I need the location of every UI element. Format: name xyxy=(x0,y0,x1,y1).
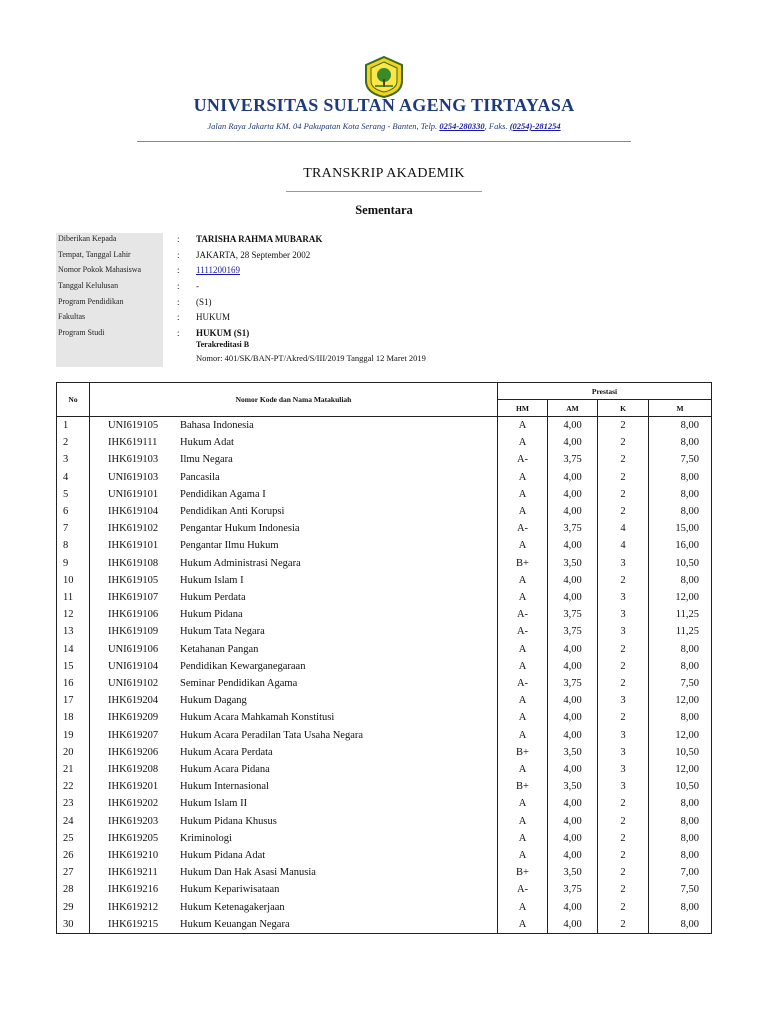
credits-k: 2 xyxy=(598,813,649,830)
info-separator: : xyxy=(177,312,180,322)
grade-am: 4,00 xyxy=(548,469,598,486)
credits-k: 3 xyxy=(598,727,649,744)
info-separator: : xyxy=(177,297,180,307)
info-label: Tanggal Kelulusan xyxy=(58,281,119,290)
score-m: 8,00 xyxy=(649,795,712,812)
grade-am: 4,00 xyxy=(548,692,598,709)
credits-k: 3 xyxy=(598,744,649,761)
address-line xyxy=(0,121,768,131)
course-name: Hukum Islam I xyxy=(178,572,498,589)
info-label: Diberikan Kepada xyxy=(58,234,117,243)
grade-am: 3,75 xyxy=(548,451,598,468)
course-name: Hukum Pidana Adat xyxy=(178,847,498,864)
grade-hm: A xyxy=(498,658,548,675)
course-code: UNI619103 xyxy=(90,469,179,486)
info-separator: : xyxy=(177,328,180,338)
score-m: 8,00 xyxy=(649,658,712,675)
course-code: IHK619209 xyxy=(90,709,179,726)
grade-hm: A xyxy=(498,589,548,606)
course-name: Hukum Internasional xyxy=(178,778,498,795)
credits-k: 2 xyxy=(598,572,649,589)
score-m: 8,00 xyxy=(649,486,712,503)
credits-k: 2 xyxy=(598,641,649,658)
grade-hm: A- xyxy=(498,675,548,692)
table-row xyxy=(57,692,712,709)
info-value: (S1) xyxy=(196,297,212,307)
course-name: Hukum Pidana xyxy=(178,606,498,623)
course-code: UNI619101 xyxy=(90,486,179,503)
table-row xyxy=(57,727,712,744)
course-name: Hukum Administrasi Negara xyxy=(178,555,498,572)
info-value: - xyxy=(196,281,199,291)
score-m: 8,00 xyxy=(649,813,712,830)
course-name: Pendidikan Agama I xyxy=(178,486,498,503)
course-code: IHK619212 xyxy=(90,899,179,916)
course-code: IHK619204 xyxy=(90,692,179,709)
course-name: Hukum Tata Negara xyxy=(178,623,498,640)
course-name: Pendidikan Anti Korupsi xyxy=(178,503,498,520)
credits-k: 3 xyxy=(598,589,649,606)
credits-k: 2 xyxy=(598,675,649,692)
course-code: UNI619106 xyxy=(90,641,179,658)
row-number: 22 xyxy=(57,778,90,795)
table-row xyxy=(57,761,712,778)
grade-am: 3,75 xyxy=(548,675,598,692)
course-code: IHK619101 xyxy=(90,537,179,554)
row-number: 25 xyxy=(57,830,90,847)
credits-k: 2 xyxy=(598,503,649,520)
grade-am: 3,75 xyxy=(548,606,598,623)
table-row xyxy=(57,658,712,675)
header-divider xyxy=(137,141,631,142)
document-title: TRANSKRIP AKADEMIK xyxy=(303,166,465,181)
course-code: IHK619203 xyxy=(90,813,179,830)
course-code: UNI619104 xyxy=(90,658,179,675)
table-row xyxy=(57,434,712,451)
score-m: 8,00 xyxy=(649,572,712,589)
table-row xyxy=(57,417,712,435)
accreditation-number: Nomor: 401/SK/BAN-PT/Akred/S/III/2019 Tanggal 12 Maret 2019 xyxy=(196,353,426,363)
info-value: HUKUM xyxy=(196,312,231,322)
score-m: 8,00 xyxy=(649,899,712,916)
table-row xyxy=(57,744,712,761)
score-m: 8,00 xyxy=(649,916,712,934)
course-name: Hukum Pidana Khusus xyxy=(178,813,498,830)
grade-am: 3,50 xyxy=(548,778,598,795)
score-m: 8,00 xyxy=(649,434,712,451)
grade-hm: A xyxy=(498,761,548,778)
course-name: Pendidikan Kewarganegaraan xyxy=(178,658,498,675)
grade-am: 4,00 xyxy=(548,761,598,778)
credits-k: 4 xyxy=(598,520,649,537)
course-code: IHK619205 xyxy=(90,830,179,847)
table-row xyxy=(57,572,712,589)
header-no: No xyxy=(57,383,90,417)
info-label: Nomor Pokok Mahasiswa xyxy=(58,265,142,274)
score-m: 10,50 xyxy=(649,744,712,761)
grade-hm: A xyxy=(498,847,548,864)
course-code: IHK619210 xyxy=(90,847,179,864)
grade-hm: A- xyxy=(498,623,548,640)
course-name: Bahasa Indonesia xyxy=(178,417,498,435)
grade-am: 3,75 xyxy=(548,520,598,537)
grade-hm: B+ xyxy=(498,778,548,795)
info-value: HUKUM (S1) xyxy=(196,328,250,338)
table-row xyxy=(57,641,712,658)
credits-k: 2 xyxy=(598,795,649,812)
table-row xyxy=(57,623,712,640)
grade-am: 4,00 xyxy=(548,537,598,554)
fax-label: , Faks. xyxy=(484,121,508,131)
score-m: 8,00 xyxy=(649,709,712,726)
grade-hm: A xyxy=(498,572,548,589)
course-name: Hukum Kepariwisataan xyxy=(178,881,498,898)
table-row xyxy=(57,813,712,830)
course-name: Pengantar Ilmu Hukum xyxy=(178,537,498,554)
info-label: Tempat, Tanggal Lahir xyxy=(58,250,131,259)
table-row xyxy=(57,778,712,795)
credits-k: 2 xyxy=(598,658,649,675)
table-header-row xyxy=(57,383,712,400)
row-number: 6 xyxy=(57,503,90,520)
grade-am: 4,00 xyxy=(548,417,598,435)
fax-link[interactable]: (0254)-281254 xyxy=(509,121,561,131)
info-separator: : xyxy=(177,250,180,260)
course-code: IHK619103 xyxy=(90,451,179,468)
table-row xyxy=(57,675,712,692)
grade-am: 3,50 xyxy=(548,744,598,761)
credits-k: 2 xyxy=(598,417,649,435)
info-value: JAKARTA, 28 September 2002 xyxy=(196,250,311,260)
grade-am: 4,00 xyxy=(548,830,598,847)
table-row xyxy=(57,881,712,898)
course-name: Hukum Islam II xyxy=(178,795,498,812)
course-name: Hukum Dagang xyxy=(178,692,498,709)
score-m: 12,00 xyxy=(649,692,712,709)
grade-hm: B+ xyxy=(498,744,548,761)
grade-hm: A xyxy=(498,641,548,658)
credits-k: 2 xyxy=(598,469,649,486)
row-number: 1 xyxy=(57,417,90,435)
score-m: 8,00 xyxy=(649,469,712,486)
score-m: 8,00 xyxy=(649,641,712,658)
credits-k: 3 xyxy=(598,692,649,709)
grade-am: 3,75 xyxy=(548,881,598,898)
credits-k: 2 xyxy=(598,916,649,934)
score-m: 11,25 xyxy=(649,606,712,623)
row-number: 19 xyxy=(57,727,90,744)
course-code: IHK619208 xyxy=(90,761,179,778)
info-separator: : xyxy=(177,281,180,291)
row-number: 4 xyxy=(57,469,90,486)
course-name: Hukum Acara Peradilan Tata Usaha Negara xyxy=(178,727,498,744)
grade-hm: A- xyxy=(498,451,548,468)
course-code: IHK619207 xyxy=(90,727,179,744)
table-row xyxy=(57,555,712,572)
row-number: 7 xyxy=(57,520,90,537)
row-number: 13 xyxy=(57,623,90,640)
header-k: K xyxy=(598,400,649,417)
grade-am: 4,00 xyxy=(548,572,598,589)
grade-hm: A xyxy=(498,434,548,451)
credits-k: 3 xyxy=(598,555,649,572)
credits-k: 2 xyxy=(598,434,649,451)
grade-hm: A xyxy=(498,692,548,709)
credits-k: 2 xyxy=(598,709,649,726)
course-name: Ilmu Negara xyxy=(178,451,498,468)
row-number: 10 xyxy=(57,572,90,589)
university-name: UNIVERSITAS SULTAN AGENG TIRTAYASA xyxy=(193,95,575,115)
score-m: 7,50 xyxy=(649,675,712,692)
row-number: 17 xyxy=(57,692,90,709)
credits-k: 2 xyxy=(598,830,649,847)
grade-hm: A xyxy=(498,795,548,812)
course-name: Hukum Ketenagakerjaan xyxy=(178,899,498,916)
credits-k: 2 xyxy=(598,881,649,898)
course-name: Hukum Acara Mahkamah Konstitusi xyxy=(178,709,498,726)
title-divider xyxy=(286,191,482,192)
table-row xyxy=(57,589,712,606)
table-row xyxy=(57,520,712,537)
grade-hm: A xyxy=(498,503,548,520)
grade-hm: A- xyxy=(498,606,548,623)
grade-am: 4,00 xyxy=(548,486,598,503)
row-number: 8 xyxy=(57,537,90,554)
row-number: 28 xyxy=(57,881,90,898)
grade-am: 4,00 xyxy=(548,589,598,606)
table-row xyxy=(57,916,712,934)
row-number: 23 xyxy=(57,795,90,812)
grade-hm: A xyxy=(498,916,548,934)
credits-k: 2 xyxy=(598,864,649,881)
course-code: IHK619201 xyxy=(90,778,179,795)
course-name: Hukum Perdata xyxy=(178,589,498,606)
score-m: 7,50 xyxy=(649,451,712,468)
score-m: 7,00 xyxy=(649,864,712,881)
credits-k: 2 xyxy=(598,486,649,503)
course-name: Hukum Acara Perdata xyxy=(178,744,498,761)
document-subtitle: Sementara xyxy=(355,203,413,217)
course-name: Hukum Keuangan Negara xyxy=(178,916,498,934)
info-label: Program Pendidikan xyxy=(58,297,124,306)
grade-am: 3,50 xyxy=(548,864,598,881)
grade-am: 4,00 xyxy=(548,899,598,916)
header-prestasi: Prestasi xyxy=(498,383,712,400)
grade-am: 4,00 xyxy=(548,503,598,520)
row-number: 15 xyxy=(57,658,90,675)
grade-am: 4,00 xyxy=(548,658,598,675)
row-number: 5 xyxy=(57,486,90,503)
grade-am: 4,00 xyxy=(548,434,598,451)
row-number: 12 xyxy=(57,606,90,623)
grade-am: 3,50 xyxy=(548,555,598,572)
table-row xyxy=(57,830,712,847)
grade-hm: A- xyxy=(498,520,548,537)
table-row xyxy=(57,503,712,520)
header-hm: HM xyxy=(498,400,548,417)
course-name: Pancasila xyxy=(178,469,498,486)
header-am: AM xyxy=(548,400,598,417)
course-code: IHK619206 xyxy=(90,744,179,761)
grade-hm: A xyxy=(498,830,548,847)
row-number: 24 xyxy=(57,813,90,830)
accreditation-status: Terakreditasi B xyxy=(196,340,250,349)
info-value xyxy=(196,265,240,275)
score-m: 8,00 xyxy=(649,830,712,847)
table-row xyxy=(57,709,712,726)
course-code: IHK619107 xyxy=(90,589,179,606)
course-name: Hukum Dan Hak Asasi Manusia xyxy=(178,864,498,881)
course-name: Hukum Acara Pidana xyxy=(178,761,498,778)
header-m: M xyxy=(649,400,712,417)
course-name: Seminar Pendidikan Agama xyxy=(178,675,498,692)
row-number: 18 xyxy=(57,709,90,726)
course-code: IHK619215 xyxy=(90,916,179,934)
row-number: 20 xyxy=(57,744,90,761)
table-row xyxy=(57,451,712,468)
row-number: 30 xyxy=(57,916,90,934)
course-code: IHK619111 xyxy=(90,434,179,451)
course-code: IHK619211 xyxy=(90,864,179,881)
address-text: Jalan Raya Jakarta KM. 04 Pakupatan Kota Serang - Banten, Telp. xyxy=(207,121,438,131)
grade-hm: A xyxy=(498,709,548,726)
table-row xyxy=(57,847,712,864)
score-m: 10,50 xyxy=(649,555,712,572)
table-row xyxy=(57,606,712,623)
credits-k: 2 xyxy=(598,847,649,864)
course-name: Hukum Adat xyxy=(178,434,498,451)
course-code: IHK619104 xyxy=(90,503,179,520)
score-m: 16,00 xyxy=(649,537,712,554)
grade-hm: B+ xyxy=(498,555,548,572)
row-number: 26 xyxy=(57,847,90,864)
score-m: 8,00 xyxy=(649,503,712,520)
score-m: 12,00 xyxy=(649,589,712,606)
university-logo-icon xyxy=(362,55,406,99)
grade-hm: A xyxy=(498,417,548,435)
score-m: 8,00 xyxy=(649,847,712,864)
score-m: 10,50 xyxy=(649,778,712,795)
course-name: Pengantar Hukum Indonesia xyxy=(178,520,498,537)
grade-hm: A xyxy=(498,486,548,503)
row-number: 11 xyxy=(57,589,90,606)
course-name: Kriminologi xyxy=(178,830,498,847)
table-row xyxy=(57,486,712,503)
row-number: 27 xyxy=(57,864,90,881)
course-code: IHK619108 xyxy=(90,555,179,572)
course-code: UNI619102 xyxy=(90,675,179,692)
score-m: 12,00 xyxy=(649,727,712,744)
table-body xyxy=(57,417,712,934)
score-m: 11,25 xyxy=(649,623,712,640)
table-row xyxy=(57,795,712,812)
grade-hm: B+ xyxy=(498,864,548,881)
table-row xyxy=(57,469,712,486)
row-number: 9 xyxy=(57,555,90,572)
grade-hm: A xyxy=(498,813,548,830)
header-course: Nomor Kode dan Nama Matakuliah xyxy=(90,383,498,417)
score-m: 8,00 xyxy=(649,417,712,435)
course-code: IHK619109 xyxy=(90,623,179,640)
transcript-table xyxy=(56,382,712,934)
grade-am: 4,00 xyxy=(548,813,598,830)
grade-am: 4,00 xyxy=(548,641,598,658)
grade-hm: A xyxy=(498,727,548,744)
credits-k: 3 xyxy=(598,761,649,778)
grade-am: 4,00 xyxy=(548,709,598,726)
info-separator: : xyxy=(177,234,180,244)
table-row xyxy=(57,537,712,554)
grade-am: 3,75 xyxy=(548,623,598,640)
grade-am: 4,00 xyxy=(548,727,598,744)
course-code: IHK619106 xyxy=(90,606,179,623)
table-row xyxy=(57,899,712,916)
credits-k: 3 xyxy=(598,623,649,640)
score-m: 12,00 xyxy=(649,761,712,778)
grade-hm: A xyxy=(498,469,548,486)
grade-hm: A- xyxy=(498,881,548,898)
row-number: 21 xyxy=(57,761,90,778)
score-m: 15,00 xyxy=(649,520,712,537)
row-number: 16 xyxy=(57,675,90,692)
info-label: Fakultas xyxy=(58,312,86,321)
score-m: 7,50 xyxy=(649,881,712,898)
course-code: IHK619105 xyxy=(90,572,179,589)
grade-hm: A xyxy=(498,537,548,554)
course-code: IHK619202 xyxy=(90,795,179,812)
grade-hm: A xyxy=(498,899,548,916)
info-separator: : xyxy=(177,265,180,275)
credits-k: 3 xyxy=(598,606,649,623)
credits-k: 3 xyxy=(598,778,649,795)
phone-link[interactable]: 0254-280330 xyxy=(439,121,485,131)
row-number: 3 xyxy=(57,451,90,468)
info-label: Program Studi xyxy=(58,328,105,337)
course-name: Ketahanan Pangan xyxy=(178,641,498,658)
npm-link[interactable]: 1111200169 xyxy=(196,265,240,275)
credits-k: 2 xyxy=(598,899,649,916)
row-number: 14 xyxy=(57,641,90,658)
credits-k: 4 xyxy=(598,537,649,554)
course-code: IHK619216 xyxy=(90,881,179,898)
row-number: 29 xyxy=(57,899,90,916)
table-row xyxy=(57,864,712,881)
grade-am: 4,00 xyxy=(548,847,598,864)
credits-k: 2 xyxy=(598,451,649,468)
course-code: UNI619105 xyxy=(90,417,179,435)
grade-am: 4,00 xyxy=(548,795,598,812)
course-code: IHK619102 xyxy=(90,520,179,537)
row-number: 2 xyxy=(57,434,90,451)
info-value: TARISHA RAHMA MUBARAK xyxy=(196,234,323,244)
grade-am: 4,00 xyxy=(548,916,598,934)
